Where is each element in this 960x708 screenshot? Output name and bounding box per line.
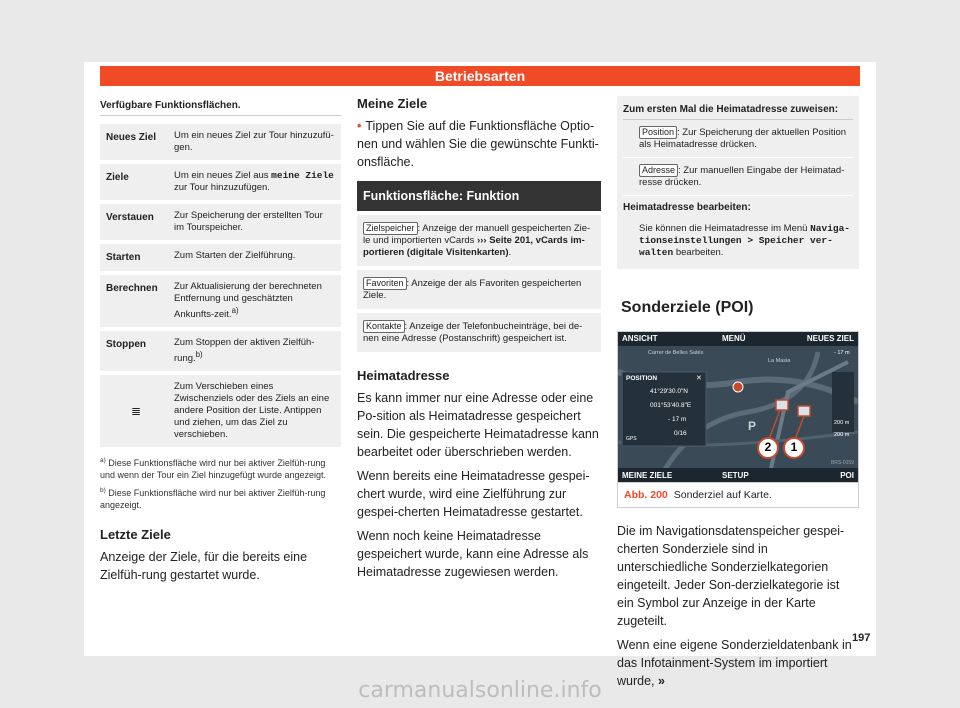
- recent-text: Anzeige der Ziele, für die bereits eine Zielfüh-rung gestartet wurde.: [100, 550, 308, 583]
- latitude: 41°29'30.0"N: [650, 388, 688, 395]
- row-text: Zur Aktualisierung der berechneten Entfernung und geschätzten Ankunfts-zeit.$^{a)}$: [174, 281, 322, 321]
- poi-button[interactable]: POI: [840, 471, 854, 480]
- position-panel-title: POSITION: [626, 375, 658, 382]
- favorites-button[interactable]: Favoriten: [363, 277, 407, 290]
- my-destinations-title: Meine Ziele: [357, 96, 428, 111]
- left-column: [100, 96, 341, 590]
- altitude: - 17 m: [668, 416, 687, 423]
- table-row: [100, 244, 341, 271]
- row-text: Zur Speicherung der erstellten Tour im Tourspeicher.: [174, 210, 323, 233]
- close-icon[interactable]: ✕: [696, 375, 702, 382]
- setup-button[interactable]: SETUP: [722, 471, 749, 480]
- page-number: 197: [852, 632, 871, 644]
- figure: [617, 331, 859, 508]
- row-text: Zum Starten der Zielführung.: [174, 250, 296, 261]
- contacts-button[interactable]: Kontakte: [363, 320, 405, 333]
- table-row: [100, 124, 341, 160]
- position-button[interactable]: Position: [639, 126, 677, 139]
- row-key: Stoppen: [106, 339, 146, 351]
- satellite-count: 0/16: [674, 430, 687, 437]
- place-label: La Masia: [768, 358, 791, 364]
- nav-map-screenshot: [618, 332, 858, 482]
- chapter-header: Betriebsarten: [100, 66, 860, 86]
- function-table-header: Funktionsfläche: Funktion: [357, 181, 601, 211]
- row-key: Starten: [106, 252, 141, 263]
- table-row: [100, 164, 341, 200]
- home-assign-row: Position : Zur Speicherung der aktuellen Position als Heimatadresse drücken.: [623, 120, 853, 158]
- continue-icon: »: [658, 674, 665, 688]
- table-row: [100, 331, 341, 371]
- scale-label: 200 m: [834, 432, 850, 438]
- row-code: meine Ziele: [271, 170, 334, 181]
- saved-destinations-button[interactable]: Zielspeicher: [363, 222, 418, 235]
- recent-title: Letzte Ziele: [100, 527, 171, 543]
- new-destination-button[interactable]: NEUES ZIEL: [806, 334, 854, 343]
- street-label: Carrer de Belles Satés: [648, 350, 704, 356]
- figure-code: BRS-0159: [830, 460, 854, 466]
- home-paragraph: Wenn noch keine Heimatadresse gespeichert wurde, kann eine Adresse als Heimatadresse zugewiesen werden.: [357, 529, 589, 579]
- menu-path: Naviga-tionseinstellungen > Speicher ver-walten: [639, 223, 851, 258]
- bullet-icon: •: [357, 119, 362, 133]
- callout-2: 2: [764, 440, 772, 454]
- poi-paragraph: Die im Navigationsdatenspeicher gespei-cherten Sonderziele sind in unterschiedliche Sonderzielkategorien eingeteilt. Jeder Son-derzielkategorie ist ein Symbol zur Anzeige in der Karte zugeteilt.: [617, 524, 845, 628]
- row-text: Um ein neues Ziel zur Tour hinzuzufü-gen.: [174, 130, 334, 153]
- function-row: Zielspeicher : Anzeige der manuell gespeicherten Zie-le und importierten vCards ››› Seite 201, vCards im-portieren (digitale Visitenkarten).: [357, 215, 601, 266]
- row-key: Neues Ziel: [106, 132, 157, 143]
- footnote-a: $^{a)}$ Diese Funktionsfläche wird nur bei aktiver Zielfüh-rung und wenn der Tour ein Ziel hinzugefügt wurde angezeigt.: [100, 457, 326, 480]
- table-title: Verfügbare Funktionsflächen.: [100, 96, 341, 116]
- poi-title: Sonderziele (POI): [621, 299, 754, 316]
- table-row: [100, 275, 341, 327]
- footnote-b: $^{b)}$ Diese Funktionsfläche wird nur bei aktiver Zielfüh-rung angezeigt.: [100, 487, 326, 510]
- scale-indicator: 200 m: [834, 420, 850, 426]
- figure-caption: Abb. 200 Sonderziel auf Karte.: [618, 482, 858, 507]
- row-key: Ziele: [106, 172, 129, 183]
- distance-indicator: - 17 m: [834, 350, 850, 356]
- home-assign-box: [617, 96, 859, 269]
- function-row: Favoriten : Anzeige der als Favoriten gespeicherten Ziele.: [357, 270, 601, 309]
- my-destinations-button[interactable]: MEINE ZIELE: [622, 471, 673, 480]
- home-paragraph: Wenn bereits eine Heimatadresse gespei-chert wurde, wird eine Zielführung zur gespei-cherten Heimatadresse gestartet.: [357, 469, 590, 519]
- address-button[interactable]: Adresse: [639, 164, 678, 177]
- function-row: Kontakte : Anzeige der Telefonbucheinträge, bei de-nen eine Adresse (Postanschrift) gespeichert ist.: [357, 313, 601, 352]
- home-edit-text: Sie können die Heimatadresse im Menü Naviga-tionseinstellungen > Speicher ver-walten bearbeiten.: [639, 223, 851, 258]
- home-paragraph: Es kann immer nur eine Adresse oder eine Po-sition als Heimatadresse gespeichert sein. Die gespeicherte Heimatadresse kann bearbeitet oder überschrieben werden.: [357, 391, 599, 459]
- home-address-title: Heimatadresse: [357, 368, 450, 383]
- svg-text:P: P: [748, 419, 757, 433]
- middle-column: [357, 96, 601, 587]
- page-reference-link[interactable]: ››› Seite 201, vCards im-portieren (digitale Visitenkarten): [363, 235, 585, 258]
- table-row: [100, 204, 341, 240]
- table-row: [100, 375, 341, 447]
- gps-label: GPS: [626, 436, 637, 442]
- instruction: • Tippen Sie auf die Funktionsfläche Optio-nen und wählen Sie die gewünschte Funkti-onsfläche.: [357, 119, 599, 169]
- row-key: Verstauen: [106, 212, 154, 223]
- row-key: Berechnen: [106, 283, 158, 294]
- row-text: Zum Verschieben eines Zwischenziels oder des Ziels an eine andere Position der Liste. Antippen und ziehen, um das Ziel zu verschieben.: [174, 381, 330, 441]
- right-column: [617, 96, 859, 696]
- home-edit-title: Heimatadresse bearbeiten:: [623, 202, 751, 213]
- row-text: Zum Stoppen der aktiven Zielfüh-rung.$^{b)}$: [174, 337, 315, 365]
- home-assign-row: Adresse : Zur manuellen Eingabe der Heimatad-resse drücken.: [623, 158, 853, 196]
- home-assign-title: Zum ersten Mal die Heimatadresse zuweisen:: [623, 100, 853, 120]
- menu-button[interactable]: MENÜ: [722, 334, 746, 343]
- view-button[interactable]: ANSICHT: [622, 334, 658, 343]
- callout-1: 1: [790, 440, 798, 454]
- row-text: Um ein neues Ziel aus meine Ziele zur Tour hinzuzufügen.: [174, 170, 334, 193]
- drag-handle-icon: ≣: [130, 404, 142, 419]
- watermark: carmanualsonline.info: [358, 678, 602, 703]
- longitude: 001°53'40.8"E: [650, 402, 692, 409]
- poi-paragraph: Wenn eine eigene Sonderzieldatenbank in das Infotainment-System im importiert wurde, »: [617, 638, 852, 688]
